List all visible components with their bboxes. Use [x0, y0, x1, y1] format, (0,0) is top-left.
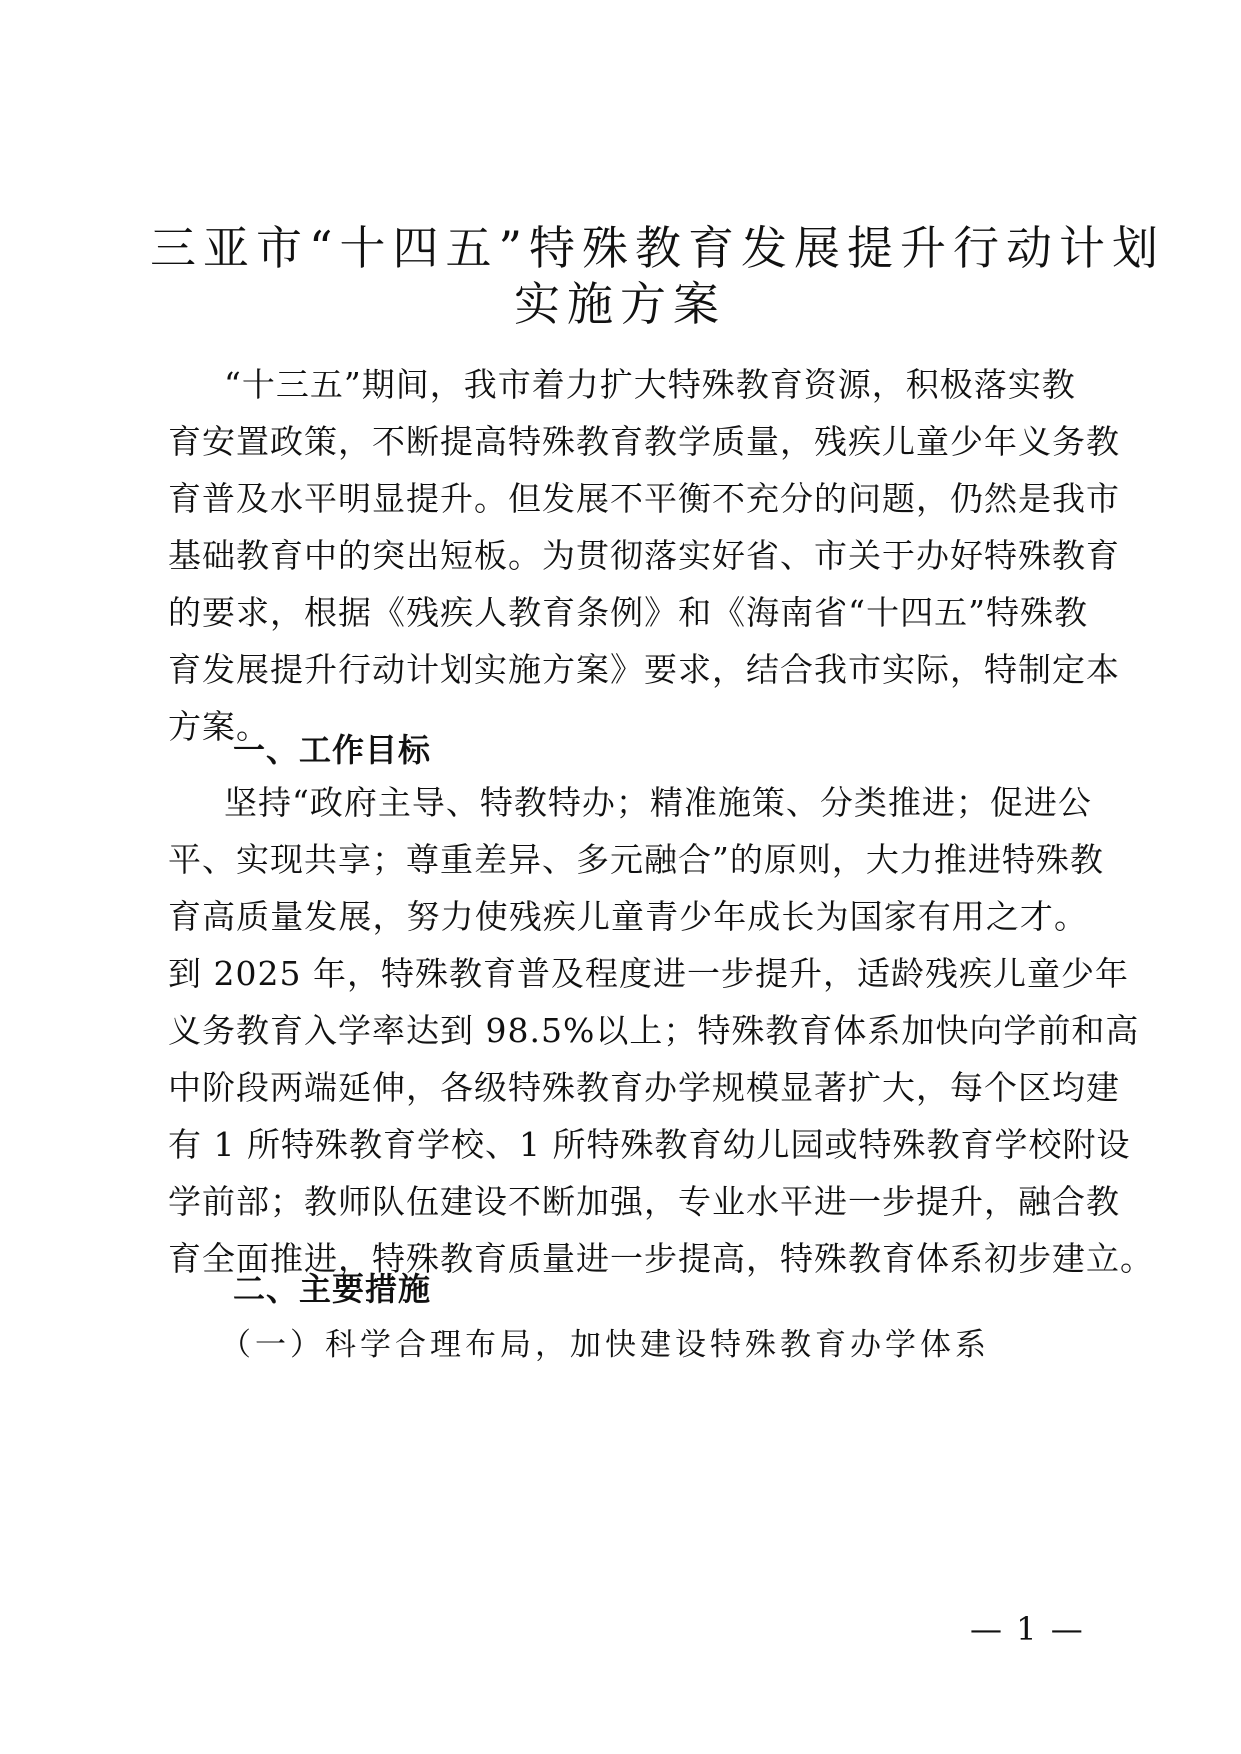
paragraph-line: 坚持“政府主导、特教特办；精准施策、分类推进；促进公	[224, 783, 1092, 822]
paragraph-line: 有 1 所特殊教育学校、1 所特殊教育幼儿园或特殊教育学校附设	[168, 1125, 1131, 1164]
document-title-line-1: 三亚市“十四五”特殊教育发展提升行动计划	[150, 221, 1166, 275]
paragraph-line: 到 2025 年，特殊教育普及程度进一步提升，适龄残疾儿童少年	[168, 954, 1129, 993]
paragraph-line: 育全面推进，特殊教育质量进一步提高，特殊教育体系初步建立。	[168, 1239, 1154, 1278]
paragraph-line: 育安置政策，不断提高特殊教育教学质量，残疾儿童少年义务教	[168, 422, 1120, 461]
paragraph-line: 方案。	[168, 707, 270, 746]
paragraph-line: 育发展提升行动计划实施方案》要求，结合我市实际，特制定本	[168, 650, 1120, 689]
paragraph-line: “十三五”期间，我市着力扩大特殊教育资源，积极落实教	[224, 365, 1076, 404]
subsection-heading-1: （一）科学合理布局，加快建设特殊教育办学体系	[220, 1327, 990, 1363]
paragraph-line: 基础教育中的突出短板。为贯彻落实好省、市关于办好特殊教育	[168, 536, 1120, 575]
paragraph-line: 学前部；教师队伍建设不断加强，专业水平进一步提升，融合教	[168, 1182, 1120, 1221]
page-number: — 1 —	[970, 1610, 1085, 1648]
paragraph-line: 中阶段两端延伸，各级特殊教育办学规模显著扩大，每个区均建	[168, 1068, 1120, 1107]
paragraph-line: 育普及水平明显提升。但发展不平衡不充分的问题，仍然是我市	[168, 479, 1120, 518]
goals-paragraph	[168, 774, 1154, 1287]
paragraph-line: 育高质量发展，努力使残疾儿童青少年成长为国家有用之才。	[168, 897, 1088, 936]
document-title-line-2: 实施方案	[514, 277, 726, 331]
paragraph-line: 平、实现共享；尊重差异、多元融合”的原则，大力推进特殊教	[168, 840, 1104, 879]
intro-paragraph	[168, 356, 1120, 755]
paragraph-line: 义务教育入学率达到 98.5%以上；特殊教育体系加快向学前和高	[168, 1011, 1140, 1050]
section-heading-goals: 一、工作目标	[233, 731, 432, 769]
section-heading-measures: 二、主要措施	[233, 1270, 432, 1308]
paragraph-line: 的要求，根据《残疾人教育条例》和《海南省“十四五”特殊教	[168, 593, 1088, 632]
